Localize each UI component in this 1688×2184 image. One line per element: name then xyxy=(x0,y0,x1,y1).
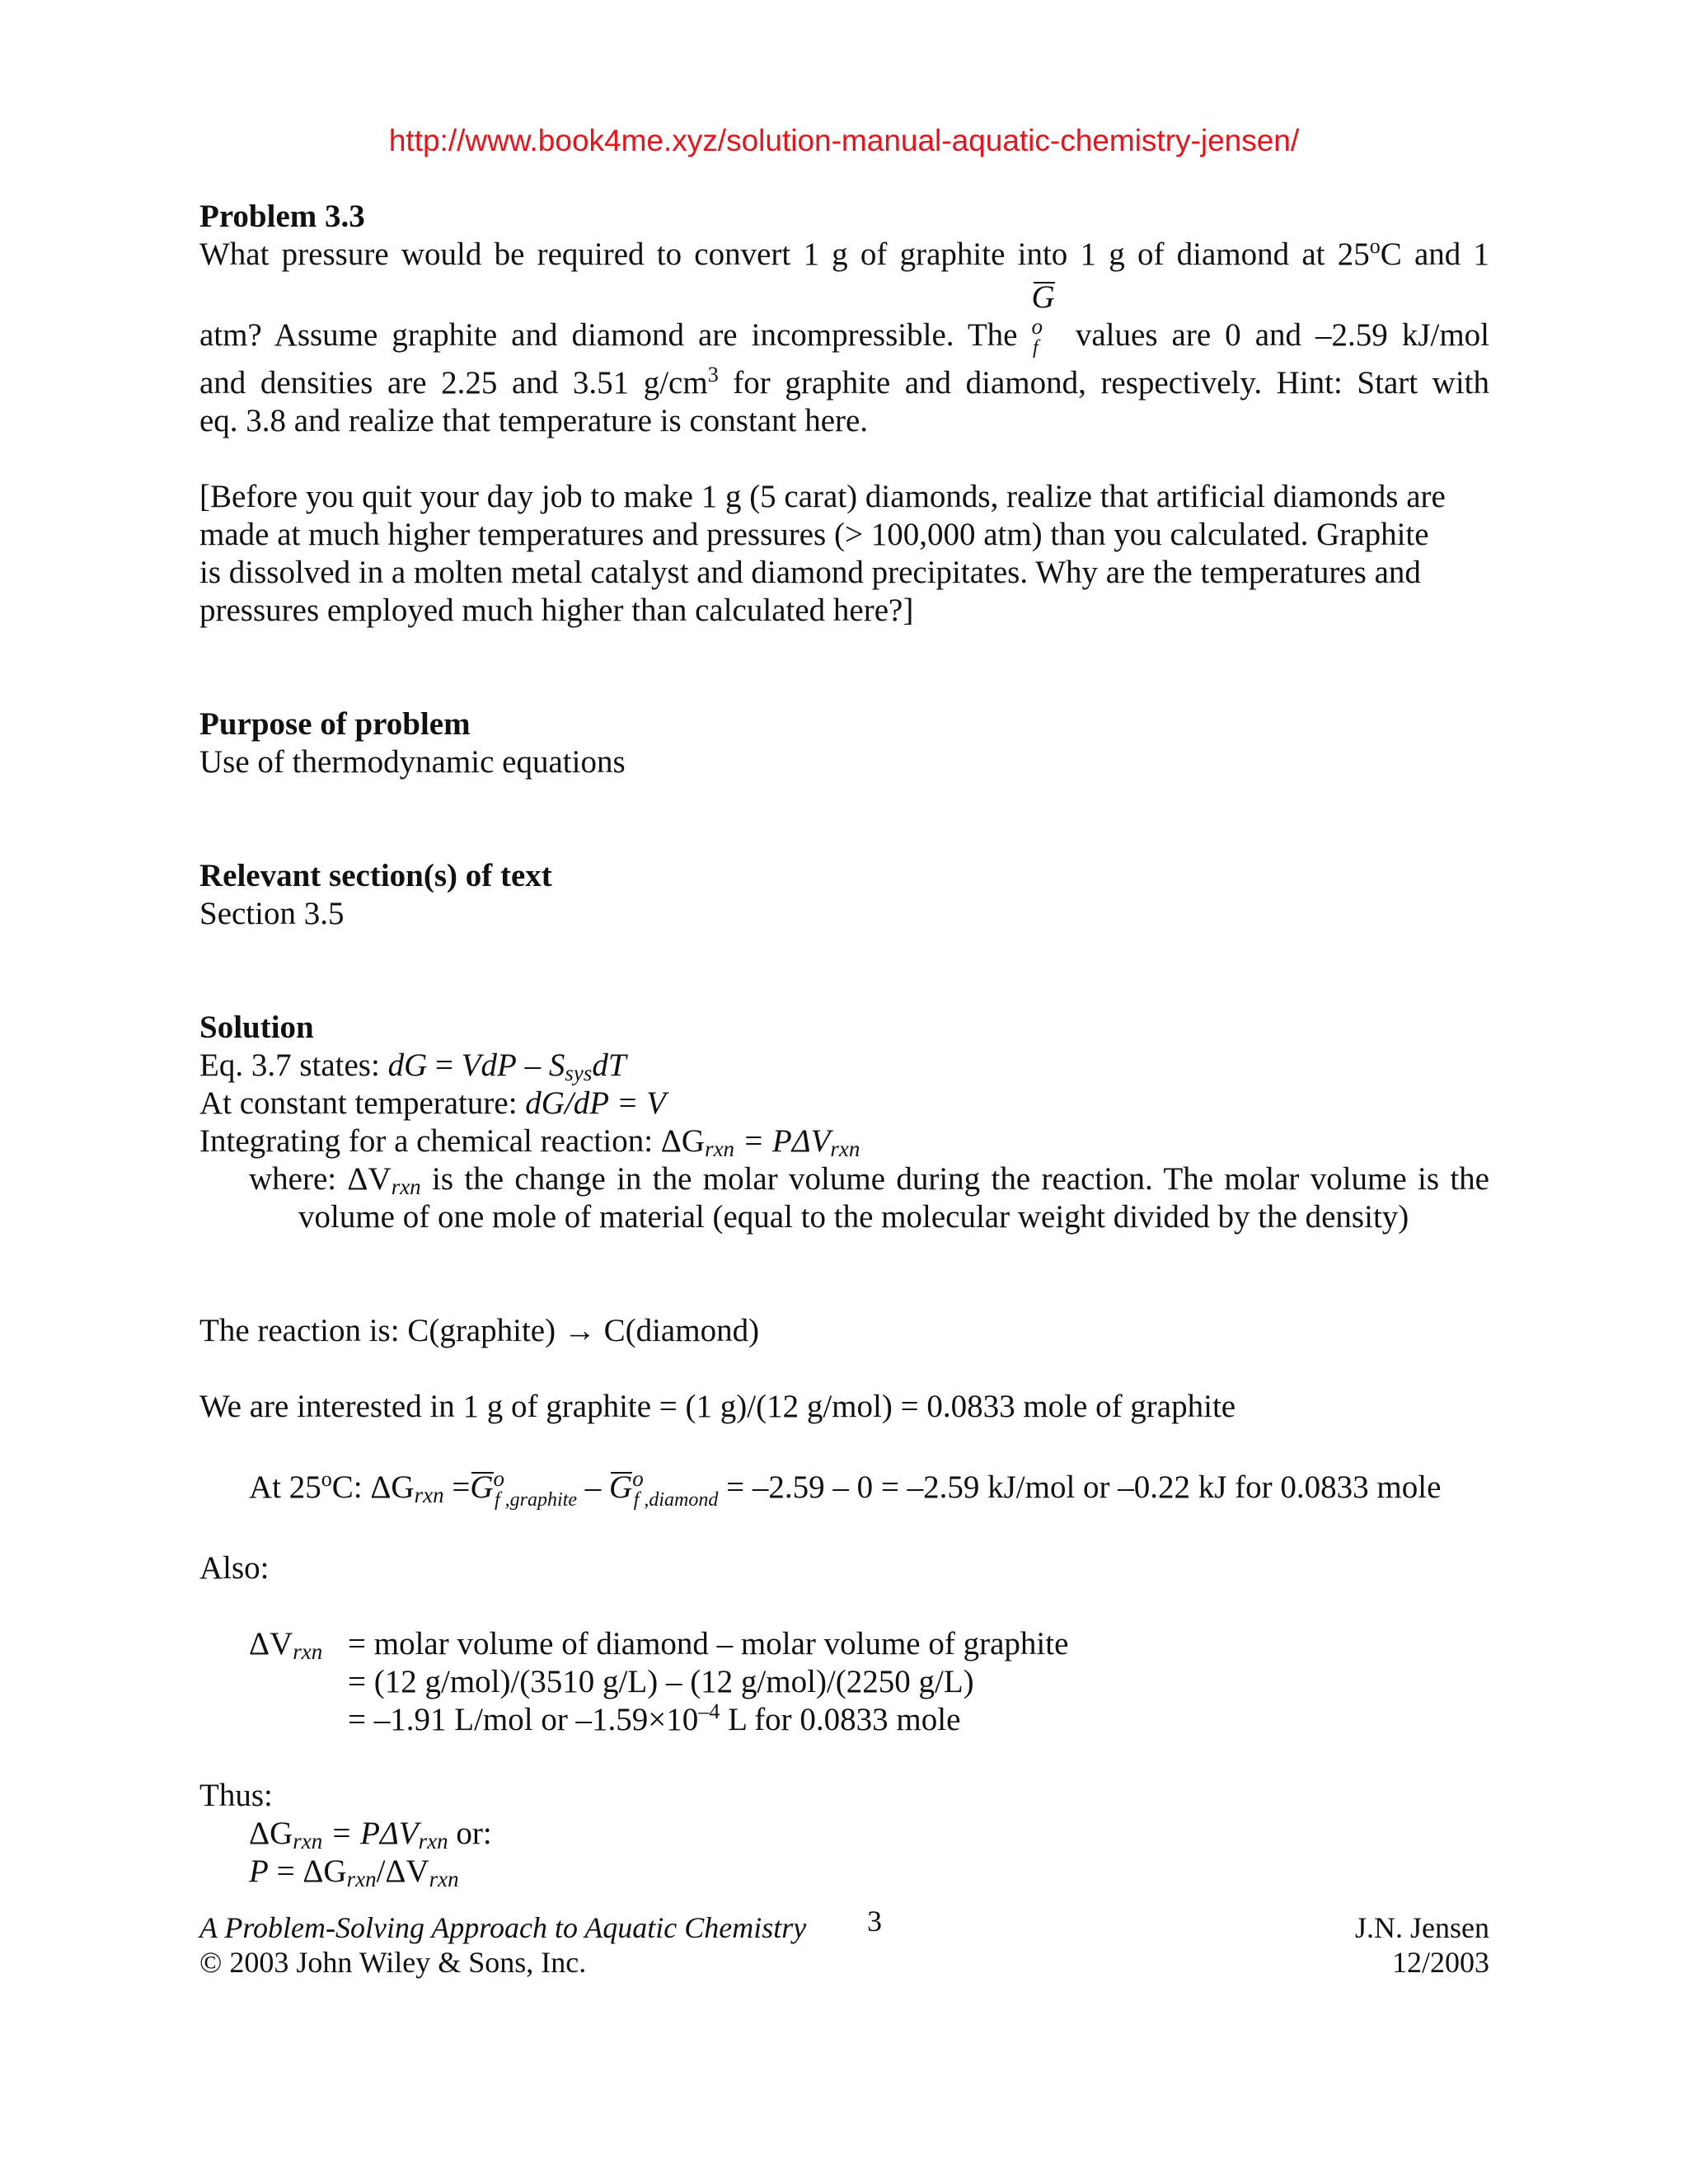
book-title: A Problem-Solving Approach to Aquatic Chemistry xyxy=(199,1911,807,1944)
purpose-section xyxy=(199,705,1489,781)
integrating: Integrating for a chemical reaction: $\Delta G_{rxn} = P\Delta V_{rxn}$ xyxy=(199,1123,860,1161)
solution-section xyxy=(199,1009,1489,1891)
document-body xyxy=(199,198,1489,1891)
problem-note: [Before you quit your day job to make 1 g (5 carat) diamonds, realize that artificial diamonds are made at much higher temperatures and pressures (> 100,000 atm) than you calculated. Graphite is dissolved in a molten metal catalyst and diamond precipitates. Why are the temperatures and pressures employed much higher than calculated here?] xyxy=(199,479,1446,628)
author: J.N. Jensen xyxy=(1355,1911,1489,1944)
problem-statement: What pressure would be required to convert 1 g of graphite into 1 g of diamond at 25$^o$C and 1 atm? Assume graphite and diamond are incompressible. The $G^o_f$ values are 0 and –2.59 kJ/mol and densities are 2.25 and 3.51 $g/cm^3$ for graphite and diamond, respectively. Hint: Start with eq. 3.8 and realize that temperature is constant here. xyxy=(199,234,1489,438)
relevant-text: Section 3.5 xyxy=(199,896,345,931)
relevant-heading: Relevant section(s) of text xyxy=(199,858,552,893)
where-line-2: volume of one mole of material (equal to the molecular weight divided by the density) xyxy=(298,1199,1409,1235)
purpose-text: Use of thermodynamic equations xyxy=(199,744,626,780)
reaction: The reaction is: C(graphite) → C(diamond) xyxy=(199,1313,760,1348)
relevant-section xyxy=(199,857,1489,933)
copyright: © 2003 John Wiley & Sons, Inc. xyxy=(199,1946,587,1979)
thus-eq-2: $P = \Delta G_{rxn}/\Delta V_{rxn}$ xyxy=(249,1854,459,1891)
solution-heading: Solution xyxy=(199,1010,314,1045)
eq-3-7: Eq. 3.7 states: dG = VdP – $S_{sys}dT$ xyxy=(199,1047,626,1085)
also-label: Also: xyxy=(199,1550,270,1586)
source-url[interactable]: http://www.book4me.xyz/solution-manual-aquatic-chemistry-jensen/ xyxy=(388,124,1300,157)
where-line: where: $\Delta V_{rxn}$ is the change in the molar volume during the reaction. The molar volume is the xyxy=(249,1161,1489,1199)
g-formation-symbol: $G^o_f$ xyxy=(1031,279,1055,359)
page-number: 3 xyxy=(867,1905,882,1938)
date: 12/2003 xyxy=(1391,1946,1489,1979)
thus-eq-1: $\Delta G_{rxn} = P\Delta V_{rxn}$ or: xyxy=(249,1816,492,1854)
problem-title: Problem 3.3 xyxy=(199,199,365,234)
interest: We are interested in 1 g of graphite = (1 g)/(12 g/mol) = 0.0833 mole of graphite xyxy=(199,1389,1236,1424)
purpose-heading: Purpose of problem xyxy=(199,706,471,742)
at25-equation: At 25$^o$C: $\Delta G_{rxn} =G^o_{f ,graphite} - G^o_{f ,diamond} = -2.59 - 0 = -2.59$ kJ/mol or –0.22 kJ for 0.0833 mole xyxy=(249,1466,1442,1511)
delta-v-block: $\Delta V_{rxn}$ = molar volume of diamond – molar volume of graphite = (12 g/mol)/(3510 g/L) – (12 g/mol)/(2250 g/L) = –1.91 L/mol or $-1.59\times 10^{-4}$ L for 0.0833 mole xyxy=(249,1626,1069,1737)
constant-temp: At constant temperature: dG/dP = V xyxy=(199,1085,667,1121)
thus-label: Thus: xyxy=(199,1778,273,1813)
